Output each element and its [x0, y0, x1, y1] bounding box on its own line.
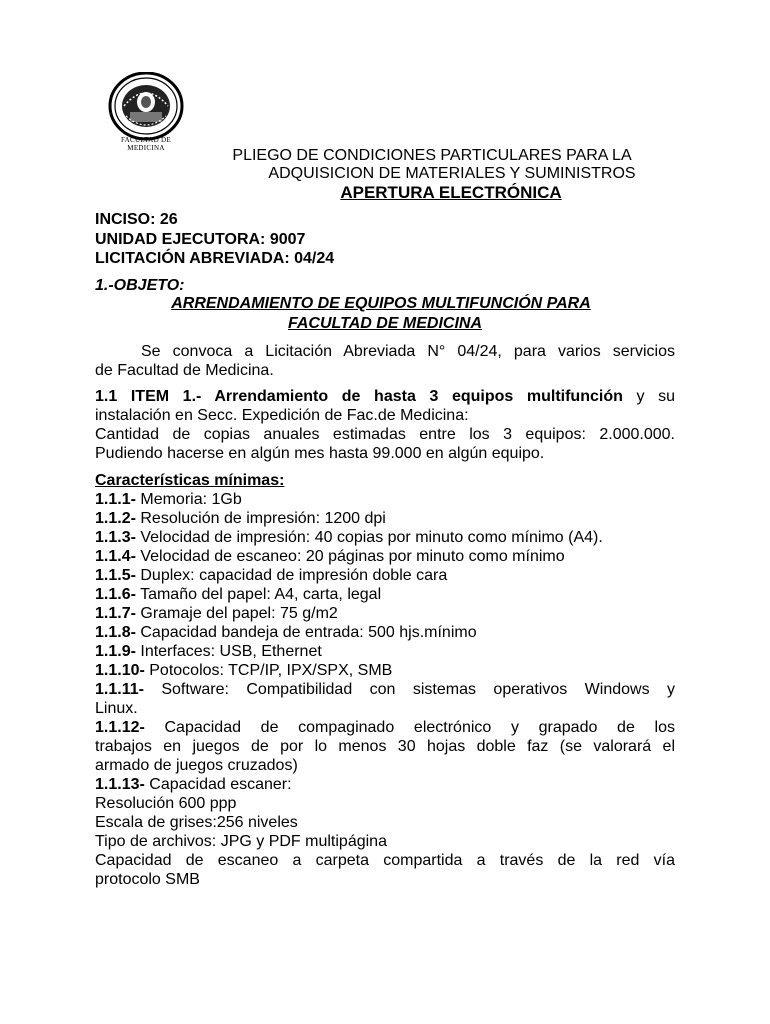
spec-text: Velocidad de impresión: 40 copias por minuto como mínimo (A4). — [135, 529, 603, 546]
spec-12-line3: armado de juegos cruzados) — [95, 757, 298, 774]
spec-text: Resolución de impresión: 1200 dpi — [135, 510, 386, 527]
spec-number: 1.1.4- — [95, 548, 136, 565]
spec-number: 1.1.10- — [95, 662, 145, 679]
spec-text: Capacidad bandeja de entrada: 500 hjs.mínimo — [135, 624, 477, 641]
caracteristicas-section — [95, 471, 675, 889]
spec-item — [95, 604, 675, 623]
objeto-title-line2: FACULTAD DE MEDICINA — [287, 315, 483, 332]
scanner-line-2: Escala de grises:256 niveles — [95, 814, 298, 831]
spec-text: Tamaño del papel: A4, carta, legal — [135, 586, 382, 603]
spec-list — [95, 490, 675, 680]
spec-item — [95, 642, 675, 661]
spec-item — [95, 566, 675, 585]
spec-text: Duplex: capacidad de impresión doble cara — [135, 567, 448, 584]
scanner-line-3: Tipo de archivos: JPG y PDF multipágina — [95, 833, 387, 850]
spec-item — [95, 490, 675, 509]
unidad-ejecutora: UNIDAD EJECUTORA: 9007 — [95, 231, 306, 248]
spec-text: Interfaces: USB, Ethernet — [135, 643, 322, 660]
scanner-line-1: Resolución 600 ppp — [95, 795, 237, 812]
seal-caption-line2: MEDICINA — [127, 144, 165, 152]
spec-12-line2: trabajos en juegos de por lo menos 30 hojas doble faz (se valorará el — [95, 738, 675, 755]
spec-13-number: 1.1.13- — [95, 776, 145, 793]
item-paragraph — [95, 387, 675, 463]
spec-12-text: Capacidad de compaginado electrónico y grapado de los — [144, 719, 675, 736]
spec-11-text: Software: Compatibilidad con sistemas operativos Windows y — [143, 681, 675, 698]
intro-line1: Se convoca a Licitación Abreviada N° 04/24, para varios servicios — [141, 343, 675, 360]
intro-line2: de Facultad de Medicina. — [95, 362, 274, 379]
spec-number: 1.1.8- — [95, 624, 136, 641]
spec-item — [95, 585, 675, 604]
spec-text: Gramaje del papel: 75 g/m2 — [135, 605, 338, 622]
spec-12-number: 1.1.12- — [95, 719, 145, 736]
spec-12-line — [95, 718, 675, 737]
spec-text: Memoria: 1Gb — [135, 491, 242, 508]
scanner-line-4: Capacidad de escaneo a carpeta compartida a través de la red vía — [95, 852, 675, 869]
item-line4: Pudiendo hacerse en algún mes hasta 99.000 en algún equipo. — [95, 445, 545, 462]
spec-number: 1.1.3- — [95, 529, 136, 546]
objeto-title-line1: ARRENDAMIENTO DE EQUIPOS MULTIFUNCIÓN PARA — [171, 295, 591, 312]
spec-item — [95, 528, 675, 547]
spec-11-number: 1.1.11- — [95, 681, 144, 698]
spec-item — [95, 661, 675, 680]
item-line3: Cantidad de copias anuales estimadas entre los 3 equipos: 2.000.000. — [95, 426, 675, 443]
item-line1 — [95, 387, 675, 406]
spec-number: 1.1.5- — [95, 567, 136, 584]
item-title: 1.1 ITEM 1.- Arrendamiento de hasta 3 equipos multifunción — [95, 388, 623, 405]
header-line-2: ADQUISICION DE MATERIALES Y SUMINISTROS — [268, 165, 636, 182]
seal-caption-line1: FACULTAD DE — [121, 136, 171, 144]
spec-number: 1.1.6- — [95, 586, 136, 603]
spec-text: Velocidad de escaneo: 20 páginas por minuto como mínimo — [135, 548, 565, 565]
item-title-rest: y su — [622, 388, 675, 405]
spec-item — [95, 623, 675, 642]
licitacion-abreviada: LICITACIÓN ABREVIADA: 04/24 — [95, 250, 335, 267]
spec-number: 1.1.7- — [95, 605, 136, 622]
objeto-heading: 1.-OBJETO: — [95, 277, 185, 294]
spec-11-cont: Linux. — [95, 700, 138, 717]
spec-number: 1.1.1- — [95, 491, 136, 508]
spec-text: Potocolos: TCP/IP, IPX/SPX, SMB — [144, 662, 393, 679]
header-title: APERTURA ELECTRÓNICA — [340, 183, 562, 202]
scanner-line-5: protocolo SMB — [95, 871, 200, 888]
header-line-1: PLIEGO DE CONDICIONES PARTICULARES PARA LA — [232, 147, 632, 164]
spec-13-text: Capacidad escaner: — [144, 776, 292, 793]
inciso: INCISO: 26 — [95, 211, 178, 228]
spec-item — [95, 509, 675, 528]
spec-11-line — [95, 680, 675, 699]
item-line2: instalación en Secc. Expedición de Fac.de Medicina: — [95, 407, 469, 424]
spec-number: 1.1.2- — [95, 510, 136, 527]
spec-item — [95, 547, 675, 566]
intro-paragraph — [95, 342, 675, 380]
spec-number: 1.1.9- — [95, 643, 136, 660]
spec-13-line — [95, 775, 675, 794]
caracteristicas-heading: Características mínimas: — [95, 472, 285, 489]
